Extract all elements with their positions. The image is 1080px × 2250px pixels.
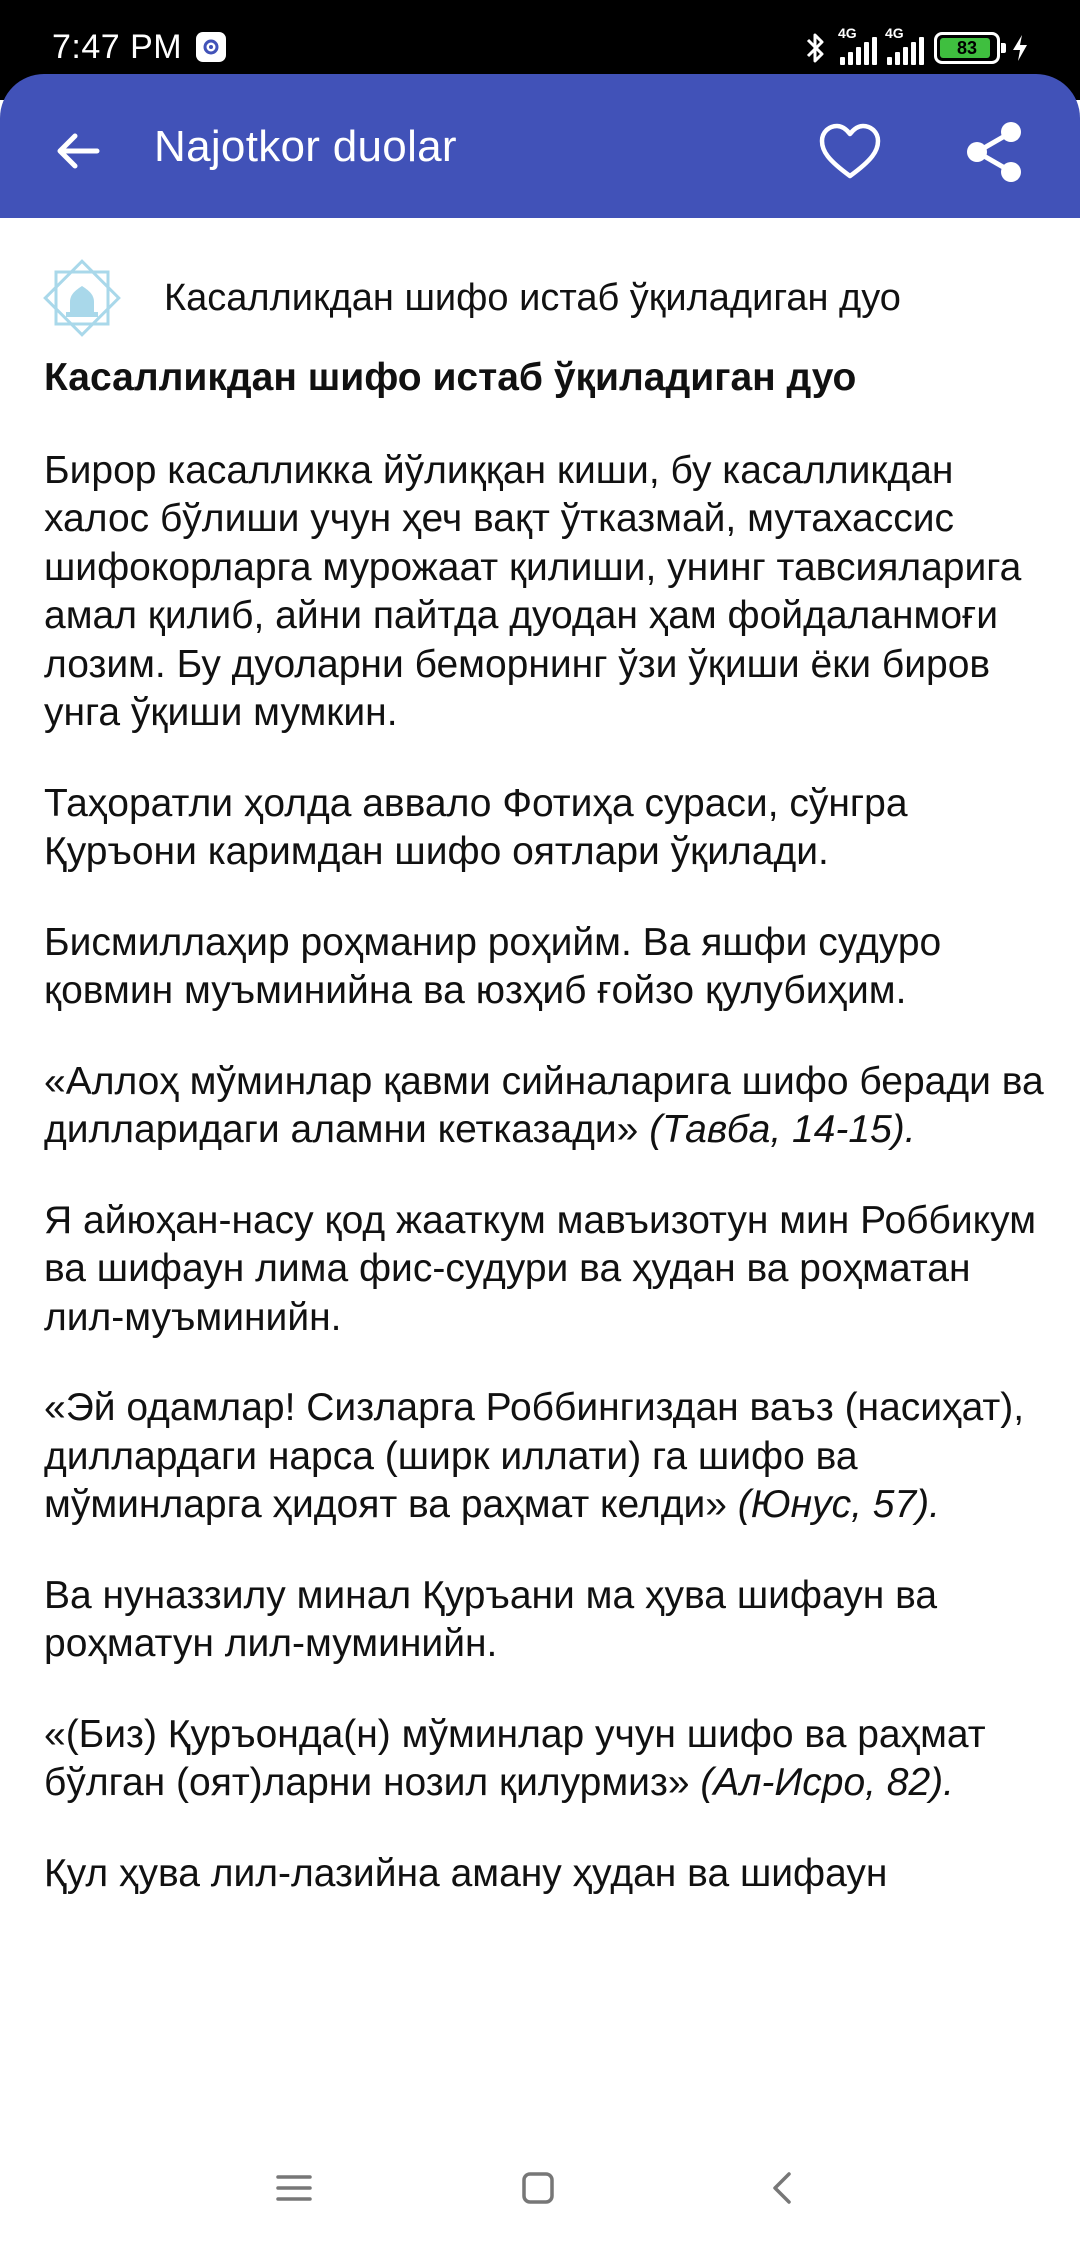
- paragraph-8: [44, 1711, 1044, 1808]
- menu-icon: [274, 2171, 314, 2205]
- app-bar: [0, 74, 1080, 218]
- verse-reference: (Юнус, 57).: [737, 1483, 940, 1526]
- signal-icon: [838, 25, 877, 65]
- recent-apps-button[interactable]: [264, 2158, 324, 2218]
- paragraph-3: Бисмиллаҳир роҳманир роҳийм. Ва яшфи судуро қовмин муъминийна ва юзҳиб ғойзо қулубиҳим.: [44, 920, 942, 1012]
- signal-icon: [885, 25, 924, 65]
- paragraph-4: [44, 1058, 1044, 1155]
- back-button[interactable]: [40, 114, 114, 188]
- share-button[interactable]: [956, 114, 1032, 190]
- back-arrow-icon: [51, 125, 103, 177]
- translation-text: «Аллоҳ мўминлар қавми сийналарига шифо беради ва дилларидаги аламни кетказади»: [44, 1059, 1044, 1151]
- article-header: [36, 254, 1046, 342]
- paragraph-5: Я айюҳан-насу қод жааткум мавъизотун мин Роббикум ва шифаун лима фис-судури ва ҳудан ва роҳматан лил-муъминийн.: [44, 1198, 1037, 1339]
- article-text: [44, 354, 1044, 1940]
- paragraph-9: Қул ҳува лил-лазийна аману ҳудан ва шифаун: [44, 1851, 888, 1895]
- article-header-title: Касалликдан шифо истаб ўқиладиган дуо: [164, 276, 901, 319]
- home-button[interactable]: [508, 2158, 568, 2218]
- heart-icon: [818, 123, 882, 181]
- battery-level: 83: [956, 37, 978, 58]
- home-square-icon: [518, 2168, 558, 2208]
- network-type-2: 4G: [885, 25, 904, 41]
- back-chevron-icon: [767, 2168, 797, 2208]
- paragraph-7: Ва нуназзилу минал Қуръани ма ҳува шифаун ва роҳматун лил-муминийн.: [44, 1573, 938, 1665]
- article-bold-title: Касалликдан шифо истаб ўқиладиган дуо: [44, 356, 857, 399]
- translation-text: «Эй одамлар! Сизларга Роббингиздан ваъз (насиҳат), диллардаги нарса (ширк иллати) га шифо ва мўминларга ҳидоят ва раҳмат келди»: [44, 1386, 1025, 1526]
- status-icons: [800, 25, 1030, 68]
- favorite-button[interactable]: [812, 114, 888, 190]
- article-content[interactable]: [0, 218, 1080, 2128]
- network-type-1: 4G: [838, 25, 857, 41]
- app-title: Najotkor duolar: [154, 122, 457, 171]
- battery-icon: [934, 32, 1000, 64]
- app-notification-icon: [196, 32, 226, 62]
- bluetooth-icon: [800, 28, 830, 68]
- system-nav-bar: [0, 2128, 1080, 2250]
- status-time: 7:47 PM: [52, 28, 183, 66]
- system-back-button[interactable]: [752, 2158, 812, 2218]
- verse-reference: (Ал-Исро, 82).: [700, 1761, 955, 1804]
- mosque-star-icon: [36, 252, 128, 344]
- translation-text: «(Биз) Қуръонда(н) мўминлар учун шифо ва раҳмат бўлган (оят)ларни нозил қилурмиз»: [44, 1712, 986, 1804]
- paragraph-2: Таҳоратли ҳолда аввало Фотиҳа сураси, сўнгра Қуръони каримдан шифо оятлари ўқилади.: [44, 781, 908, 873]
- verse-reference: (Тавба, 14-15).: [649, 1108, 916, 1151]
- paragraph-1: Бирор касалликка йўлиққан киши, бу касалликдан халос бўлиши учун ҳеч вақт ўтказмай, мутахассис шифокорларга мурожаат қилиши, унинг тавсияларига амал қилиб, айни пайтда дуодан ҳам фойдаланмоғи лозим. Бу дуоларни беморнинг ўзи ўқиши ёки биров унга ўқиши мумкин.: [44, 448, 1022, 734]
- charging-icon: [1010, 33, 1030, 63]
- share-icon: [961, 119, 1027, 185]
- paragraph-6: [44, 1384, 1044, 1530]
